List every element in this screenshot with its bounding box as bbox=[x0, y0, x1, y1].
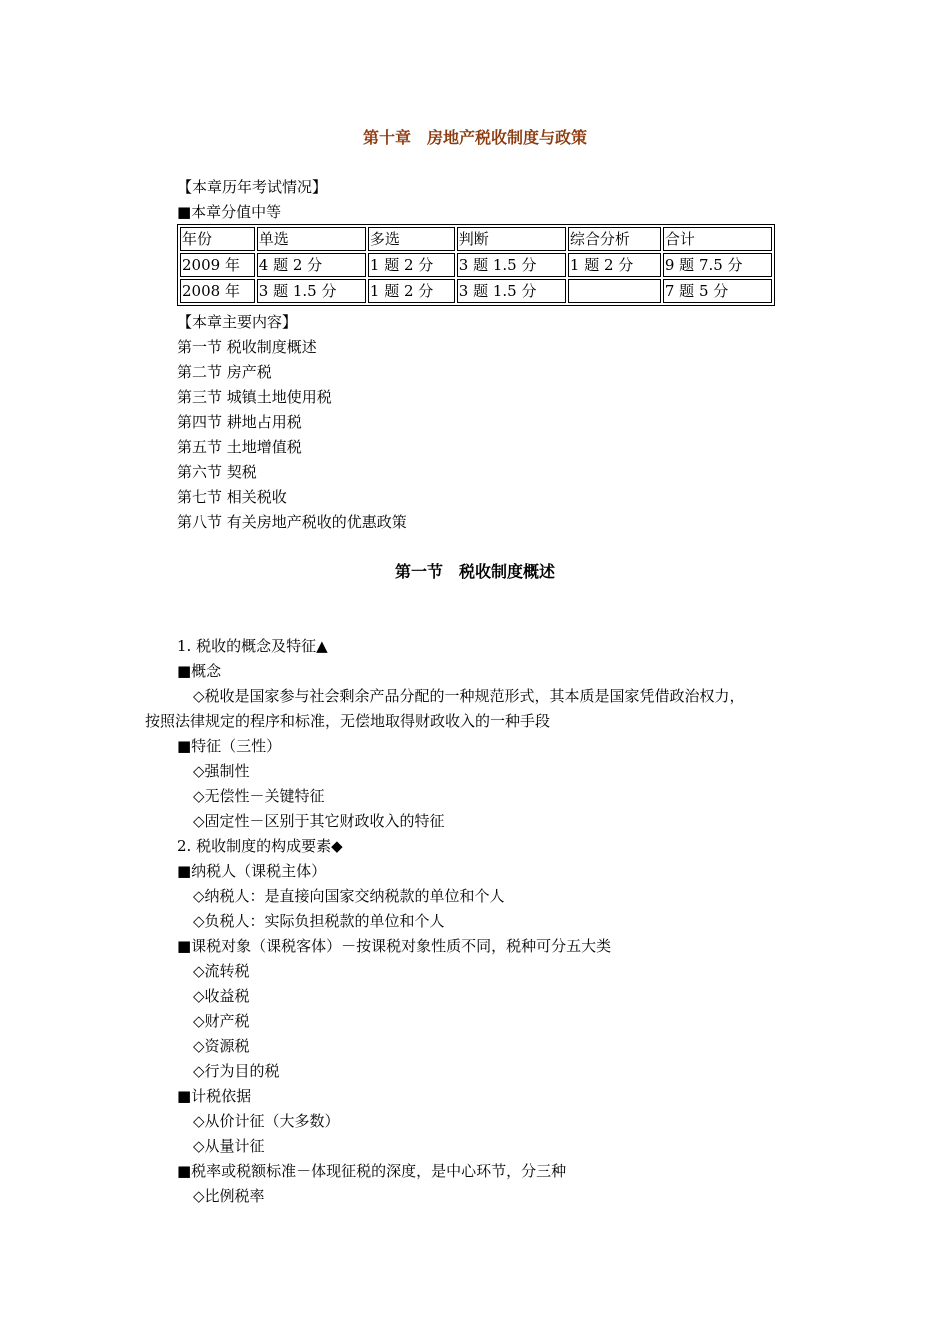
table-header-cell: 合计 bbox=[663, 227, 772, 251]
contents-item: 第二节 房产税 bbox=[177, 363, 272, 381]
table-header-cell: 单选 bbox=[257, 227, 366, 251]
contents-heading: 【本章主要内容】 bbox=[177, 313, 298, 331]
body-line: ◇税收是国家参与社会剩余产品分配的一种规范形式，其本质是国家凭借政治权力， bbox=[193, 687, 745, 705]
body-line: ■课税对象（课税客体）－按课税对象性质不同，税种可分五大类 bbox=[177, 937, 612, 955]
contents-item: 第八节 有关房地产税收的优惠政策 bbox=[177, 513, 407, 531]
exam-history-table bbox=[177, 224, 775, 306]
body-line: ◇无偿性－关键特征 bbox=[193, 787, 325, 805]
table-header-cell: 判断 bbox=[457, 227, 566, 251]
table-cell: 9 题 7.5 分 bbox=[663, 253, 772, 277]
body-line: ◇收益税 bbox=[193, 987, 250, 1005]
contents-item: 第五节 土地增值税 bbox=[177, 438, 302, 456]
table-header-cell: 年份 bbox=[180, 227, 255, 251]
body-line: 按照法律规定的程序和标准，无偿地取得财政收入的一种手段 bbox=[145, 712, 551, 730]
table-row bbox=[180, 253, 772, 277]
body-line: ◇从量计征 bbox=[193, 1137, 265, 1155]
body-line: ◇流转税 bbox=[193, 962, 250, 980]
body-line: ◇纳税人：是直接向国家交纳税款的单位和个人 bbox=[193, 887, 505, 905]
table-cell: 3 题 1.5 分 bbox=[457, 279, 566, 303]
table-cell bbox=[568, 279, 661, 303]
body-line: 2. 税收制度的构成要素◆ bbox=[177, 837, 343, 855]
body-line: ◇行为目的税 bbox=[193, 1062, 280, 1080]
body-line: ◇强制性 bbox=[193, 762, 250, 780]
table-header-row bbox=[180, 227, 772, 251]
table-cell: 3 题 1.5 分 bbox=[457, 253, 566, 277]
contents-item: 第四节 耕地占用税 bbox=[177, 413, 302, 431]
exam-heading: 【本章历年考试情况】 bbox=[177, 178, 328, 196]
body-line: ◇资源税 bbox=[193, 1037, 250, 1055]
body-line: ■税率或税额标准－体现征税的深度，是中心环节，分三种 bbox=[177, 1162, 567, 1180]
chapter-title: 第十章 房地产税收制度与政策 bbox=[362, 128, 587, 147]
body-line: ◇固定性－区别于其它财政收入的特征 bbox=[193, 812, 445, 830]
table-cell: 3 题 1.5 分 bbox=[257, 279, 366, 303]
body-line: ■特征（三性） bbox=[177, 737, 282, 755]
table-cell: 1 题 2 分 bbox=[568, 253, 661, 277]
table-cell: 1 题 2 分 bbox=[368, 253, 455, 277]
table-cell: 4 题 2 分 bbox=[257, 253, 366, 277]
contents-item: 第三节 城镇土地使用税 bbox=[177, 388, 332, 406]
contents-item: 第一节 税收制度概述 bbox=[177, 338, 317, 356]
table-header-cell: 多选 bbox=[368, 227, 455, 251]
body-line: ■概念 bbox=[177, 662, 222, 680]
table-header-cell: 综合分析 bbox=[568, 227, 661, 251]
body-line: ◇从价计征（大多数） bbox=[193, 1112, 340, 1130]
body-line: ◇财产税 bbox=[193, 1012, 250, 1030]
exam-value-note: ■本章分值中等 bbox=[177, 203, 282, 221]
body-line: ■纳税人（课税主体） bbox=[177, 862, 327, 880]
body-line: ◇比例税率 bbox=[193, 1187, 265, 1205]
body-line: ◇负税人：实际负担税款的单位和个人 bbox=[193, 912, 445, 930]
contents-item: 第七节 相关税收 bbox=[177, 488, 287, 506]
body-line: 1. 税收的概念及特征▲ bbox=[177, 637, 328, 655]
table-cell: 1 题 2 分 bbox=[368, 279, 455, 303]
table-cell: 2009 年 bbox=[180, 253, 255, 277]
body-line: ■计税依据 bbox=[177, 1087, 252, 1105]
table-row bbox=[180, 279, 772, 303]
table-cell: 7 题 5 分 bbox=[663, 279, 772, 303]
section-title: 第一节 税收制度概述 bbox=[394, 562, 555, 581]
contents-item: 第六节 契税 bbox=[177, 463, 257, 481]
table-cell: 2008 年 bbox=[180, 279, 255, 303]
